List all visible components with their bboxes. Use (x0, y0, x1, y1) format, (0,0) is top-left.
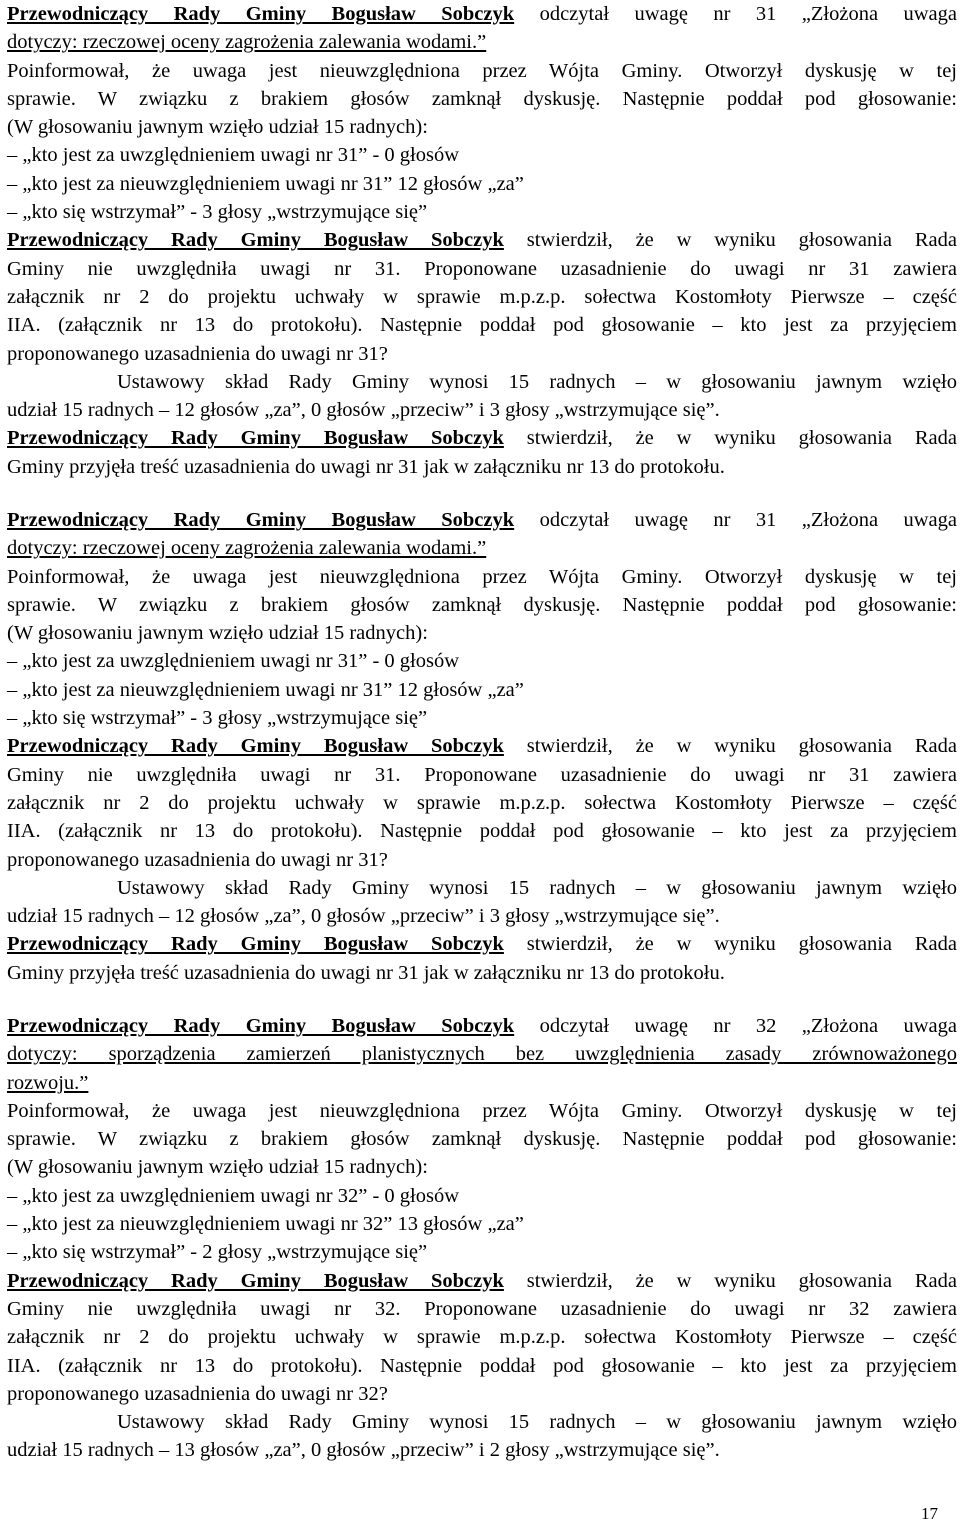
text-line: proponowanego uzasadnienia do uwagi nr 31? (7, 342, 388, 365)
text-line: Gminy nie uwzględniła uwagi nr 31. Proponowane uzasadnienie do uwagi nr 31 zawiera (7, 257, 957, 280)
chair-name: Przewodniczący Rady Gminy Bogusław Sobczyk (7, 509, 515, 531)
result-line: Przewodniczący Rady Gminy Bogusław Sobczyk stwierdził, że w wyniku głosowania Rada (7, 933, 957, 956)
text-line: Gminy przyjęła treść uzasadnienia do uwagi nr 31 jak w załączniku nr 13 do protokołu. (7, 961, 725, 984)
text-line: Gminy nie uwzględniła uwagi nr 31. Proponowane uzasadnienie do uwagi nr 31 zawiera (7, 763, 957, 786)
chair-name: Przewodniczący Rady Gminy Bogusław Sobczyk (7, 1269, 504, 1292)
vote-option: – „kto się wstrzymał” - 3 głosy „wstrzymujące się” (7, 707, 428, 730)
section-3 (7, 1012, 957, 1465)
text-line: sprawie. W związku z brakiem głosów zamknął dyskusję. Następnie poddał pod głosowanie: (7, 593, 957, 616)
chair-name: Przewodniczący Rady Gminy Bogusław Sobczyk (7, 1015, 515, 1037)
vote-option: – „kto się wstrzymał” - 3 głosy „wstrzymujące się” (7, 201, 428, 224)
tally-line: udział 15 radnych – 12 głosów „za”, 0 głosów „przeciw” i 3 głosy „wstrzymujące się”. (7, 399, 720, 422)
result-line: Przewodniczący Rady Gminy Bogusław Sobczyk stwierdził, że w wyniku głosowania Rada (7, 427, 957, 450)
motion-quote: dotyczy: rzeczowej oceny zagrożenia zalewania wodami.” (7, 537, 487, 560)
vote-option: – „kto jest za nieuwzględnieniem uwagi nr 31” 12 głosów „za” (7, 172, 524, 195)
text-line: Poinformował, że uwaga jest nieuwzględniona przez Wójta Gminy. Otworzył dyskusję w tej (7, 1099, 957, 1122)
text-line: proponowanego uzasadnienia do uwagi nr 31? (7, 848, 388, 871)
text-line: IIA. (załącznik nr 13 do protokołu). Następnie poddał pod głosowanie – kto jest za przyjęciem (7, 314, 957, 337)
vote-intro: (W głosowaniu jawnym wzięło udział 15 radnych): (7, 116, 428, 139)
motion-quote: dotyczy: rzeczowej oceny zagrożenia zalewania wodami.” (7, 31, 487, 54)
motion-quote-end: rozwoju.” (7, 1071, 89, 1094)
tally-line: udział 15 radnych – 12 głosów „za”, 0 głosów „przeciw” i 3 głosy „wstrzymujące się”. (7, 905, 720, 928)
vote-option: – „kto jest za nieuwzględnieniem uwagi nr 32” 13 głosów „za” (7, 1213, 524, 1236)
announcement-line: Przewodniczący Rady Gminy Bogusław Sobczyk odczytał uwagę nr 31 „Złożona uwaga (7, 509, 957, 531)
announcement-line: Przewodniczący Rady Gminy Bogusław Sobczyk odczytał uwagę nr 32 „Złożona uwaga (7, 1015, 957, 1037)
section-2 (7, 506, 957, 987)
motion-quote: dotyczy: sporządzenia zamierzeń planistycznych bez uwzględnienia zasady zrównoważonego (7, 1043, 957, 1066)
text-line: Poinformował, że uwaga jest nieuwzględniona przez Wójta Gminy. Otworzył dyskusję w tej (7, 565, 957, 588)
chair-name: Przewodniczący Rady Gminy Bogusław Sobczyk (7, 735, 504, 758)
text-line: Poinformował, że uwaga jest nieuwzględniona przez Wójta Gminy. Otworzył dyskusję w tej (7, 59, 957, 82)
text-line: IIA. (załącznik nr 13 do protokołu). Następnie poddał pod głosowanie – kto jest za przyjęciem (7, 1354, 957, 1377)
result-line: Przewodniczący Rady Gminy Bogusław Sobczyk stwierdził, że w wyniku głosowania Rada (7, 735, 957, 758)
text-line: Gminy nie uwzględniła uwagi nr 32. Proponowane uzasadnienie do uwagi nr 32 zawiera (7, 1297, 957, 1320)
chair-name: Przewodniczący Rady Gminy Bogusław Sobczyk (7, 933, 504, 956)
vote-option: – „kto się wstrzymał” - 2 głosy „wstrzymujące się” (7, 1241, 428, 1264)
text-line: IIA. (załącznik nr 13 do protokołu). Następnie poddał pod głosowanie – kto jest za przyjęciem (7, 820, 957, 843)
text-line: załącznik nr 2 do projektu uchwały w sprawie m.p.z.p. sołectwa Kostomłoty Pierwsze – część (7, 285, 957, 308)
vote-option: – „kto jest za uwzględnieniem uwagi nr 32” - 0 głosów (7, 1184, 460, 1207)
composition-line: Ustawowy skład Rady Gminy wynosi 15 radnych – w głosowaniu jawnym wzięło (117, 370, 957, 393)
text-line: proponowanego uzasadnienia do uwagi nr 32? (7, 1382, 388, 1405)
result-line: Przewodniczący Rady Gminy Bogusław Sobczyk stwierdził, że w wyniku głosowania Rada (7, 229, 957, 252)
composition-line: Ustawowy skład Rady Gminy wynosi 15 radnych – w głosowaniu jawnym wzięło (117, 1411, 957, 1434)
text-line: załącznik nr 2 do projektu uchwały w sprawie m.p.z.p. sołectwa Kostomłoty Pierwsze – część (7, 791, 957, 814)
announcement-line: Przewodniczący Rady Gminy Bogusław Sobczyk odczytał uwagę nr 31 „Złożona uwaga (7, 3, 957, 25)
text-line: sprawie. W związku z brakiem głosów zamknął dyskusję. Następnie poddał pod głosowanie: (7, 1128, 957, 1151)
vote-option: – „kto jest za uwzględnieniem uwagi nr 31” - 0 głosów (7, 144, 460, 167)
result-line: Przewodniczący Rady Gminy Bogusław Sobczyk stwierdził, że w wyniku głosowania Rada (7, 1269, 957, 1292)
chair-name: Przewodniczący Rady Gminy Bogusław Sobczyk (7, 3, 515, 25)
composition-line: Ustawowy skład Rady Gminy wynosi 15 radnych – w głosowaniu jawnym wzięło (117, 876, 957, 899)
chair-name: Przewodniczący Rady Gminy Bogusław Sobczyk (7, 229, 504, 252)
tally-line: udział 15 radnych – 13 głosów „za”, 0 głosów „przeciw” i 2 głosy „wstrzymujące się”. (7, 1439, 720, 1462)
vote-intro: (W głosowaniu jawnym wzięło udział 15 radnych): (7, 1156, 428, 1179)
text-line: sprawie. W związku z brakiem głosów zamknął dyskusję. Następnie poddał pod głosowanie: (7, 87, 957, 110)
section-1 (7, 0, 957, 481)
chair-name: Przewodniczący Rady Gminy Bogusław Sobczyk (7, 427, 504, 450)
vote-option: – „kto jest za nieuwzględnieniem uwagi nr 31” 12 głosów „za” (7, 678, 524, 701)
vote-option: – „kto jest za uwzględnieniem uwagi nr 31” - 0 głosów (7, 650, 460, 673)
vote-intro: (W głosowaniu jawnym wzięło udział 15 radnych): (7, 622, 428, 645)
text-line: Gminy przyjęła treść uzasadnienia do uwagi nr 31 jak w załączniku nr 13 do protokołu. (7, 455, 725, 478)
text-line: załącznik nr 2 do projektu uchwały w sprawie m.p.z.p. sołectwa Kostomłoty Pierwsze – część (7, 1326, 957, 1349)
page-number: 17 (921, 1504, 938, 1523)
